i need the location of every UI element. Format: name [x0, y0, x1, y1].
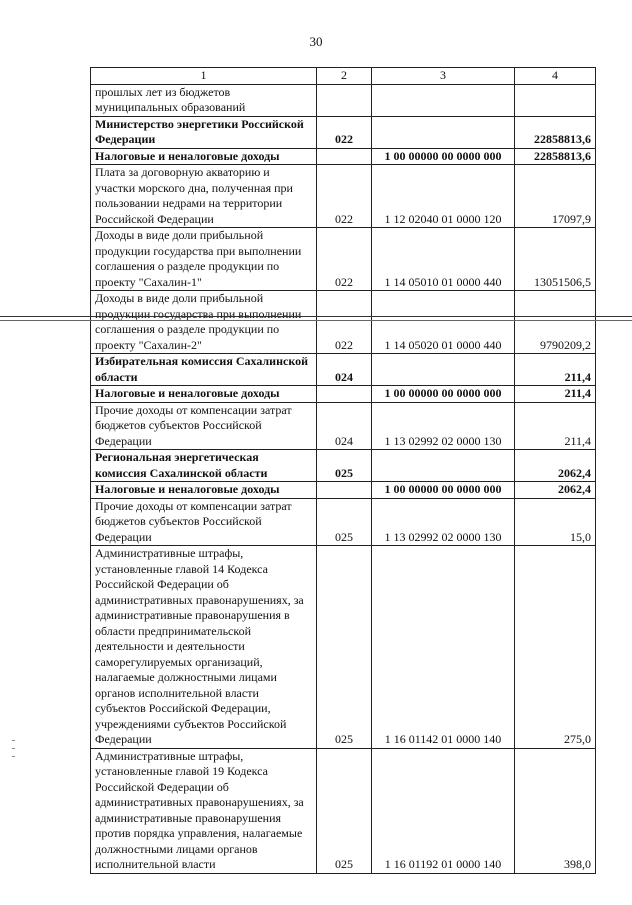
- cell-description: Избирательная комиссия Сахалинской области: [91, 354, 317, 386]
- cell-amount: 13051506,5: [515, 228, 596, 291]
- table-row: [91, 84, 596, 116]
- cell-description: Доходы в виде доли прибыльной продукции государства при выполнении соглашения о разделе продукции по проекту "Сахалин-2": [91, 291, 317, 354]
- cell-budget-classification-code: 1 00 00000 00 0000 000: [372, 386, 515, 403]
- cell-admin-code: 025: [317, 748, 372, 873]
- table-row: [91, 498, 596, 546]
- header-col-2: 2: [317, 68, 372, 85]
- cell-amount: [515, 84, 596, 116]
- scan-fold-line-2: [0, 320, 632, 321]
- cell-admin-code: 022: [317, 116, 372, 148]
- header-col-1: 1: [91, 68, 317, 85]
- scan-margin-mark: [12, 740, 15, 741]
- cell-budget-classification-code: [372, 84, 515, 116]
- cell-description: Прочие доходы от компенсации затрат бюджетов субъектов Российской Федерации: [91, 498, 317, 546]
- cell-budget-classification-code: 1 14 05010 01 0000 440: [372, 228, 515, 291]
- cell-admin-code: [317, 148, 372, 165]
- cell-admin-code: 022: [317, 228, 372, 291]
- cell-admin-code: [317, 386, 372, 403]
- cell-amount: 211,4: [515, 402, 596, 450]
- table-row: [91, 228, 596, 291]
- header-row: [91, 68, 596, 85]
- cell-amount: 211,4: [515, 386, 596, 403]
- table-row: [91, 354, 596, 386]
- cell-budget-classification-code: [372, 116, 515, 148]
- cell-amount: 22858813,6: [515, 116, 596, 148]
- cell-budget-classification-code: 1 13 02992 02 0000 130: [372, 402, 515, 450]
- cell-budget-classification-code: [372, 354, 515, 386]
- revenue-table-body: [91, 68, 596, 874]
- table-row: [91, 482, 596, 499]
- cell-budget-classification-code: 1 12 02040 01 0000 120: [372, 165, 515, 228]
- table-row: [91, 748, 596, 873]
- cell-admin-code: 024: [317, 354, 372, 386]
- cell-admin-code: 025: [317, 546, 372, 749]
- cell-description: Налоговые и неналоговые доходы: [91, 482, 317, 499]
- cell-amount: 211,4: [515, 354, 596, 386]
- cell-description: Налоговые и неналоговые доходы: [91, 148, 317, 165]
- cell-budget-classification-code: 1 13 02992 02 0000 130: [372, 498, 515, 546]
- cell-amount: 17097,9: [515, 165, 596, 228]
- cell-description: Доходы в виде доли прибыльной продукции государства при выполнении соглашения о разделе продукции по проекту "Сахалин-1": [91, 228, 317, 291]
- table-row: [91, 450, 596, 482]
- table-row: [91, 546, 596, 749]
- cell-budget-classification-code: 1 14 05020 01 0000 440: [372, 291, 515, 354]
- cell-description: Налоговые и неналоговые доходы: [91, 386, 317, 403]
- cell-admin-code: 025: [317, 498, 372, 546]
- cell-description: Административные штрафы, установленные главой 19 Кодекса Российской Федерации об административных правонарушениях, за административные правонарушения против порядка управления, налагаемые должностными лицами органов исполнительной власти: [91, 748, 317, 873]
- cell-amount: 398,0: [515, 748, 596, 873]
- table-row: [91, 291, 596, 354]
- scan-margin-mark: [12, 748, 15, 749]
- cell-amount: 2062,4: [515, 450, 596, 482]
- cell-description: Региональная энергетическая комиссия Сахалинской области: [91, 450, 317, 482]
- cell-description: Министерство энергетики Российской Федерации: [91, 116, 317, 148]
- page-number: 30: [309, 34, 323, 49]
- cell-admin-code: 024: [317, 402, 372, 450]
- cell-amount: 15,0: [515, 498, 596, 546]
- cell-amount: 275,0: [515, 546, 596, 749]
- cell-description: прошлых лет из бюджетов муниципальных образований: [91, 84, 317, 116]
- table-row: [91, 148, 596, 165]
- table-row: [91, 116, 596, 148]
- header-col-4: 4: [515, 68, 596, 85]
- revenue-table: [90, 67, 596, 874]
- scan-fold-line: [0, 316, 632, 317]
- cell-budget-classification-code: 1 16 01192 01 0000 140: [372, 748, 515, 873]
- cell-description: Административные штрафы, установленные главой 14 Кодекса Российской Федерации об административных правонарушениях, за административные правонарушения в области предпринимательской деятельности и деятельности саморегулируемых организаций, налагаемые должностными лицами органов исполнительной власти субъектов Российской Федерации, учреждениями субъектов Российской Федерации: [91, 546, 317, 749]
- cell-admin-code: [317, 482, 372, 499]
- cell-admin-code: 022: [317, 291, 372, 354]
- header-col-3: 3: [372, 68, 515, 85]
- cell-admin-code: [317, 84, 372, 116]
- cell-description: Плата за договорную акваторию и участки морского дна, полученная при пользовании недрами на территории Российской Федерации: [91, 165, 317, 228]
- cell-admin-code: 025: [317, 450, 372, 482]
- table-row: [91, 165, 596, 228]
- table-row: [91, 402, 596, 450]
- cell-admin-code: 022: [317, 165, 372, 228]
- cell-budget-classification-code: 1 16 01142 01 0000 140: [372, 546, 515, 749]
- cell-budget-classification-code: [372, 450, 515, 482]
- cell-amount: 22858813,6: [515, 148, 596, 165]
- cell-budget-classification-code: 1 00 00000 00 0000 000: [372, 482, 515, 499]
- scan-margin-mark: [12, 756, 15, 757]
- cell-amount: 2062,4: [515, 482, 596, 499]
- cell-description: Прочие доходы от компенсации затрат бюджетов субъектов Российской Федерации: [91, 402, 317, 450]
- cell-budget-classification-code: 1 00 00000 00 0000 000: [372, 148, 515, 165]
- cell-amount: 9790209,2: [515, 291, 596, 354]
- table-row: [91, 386, 596, 403]
